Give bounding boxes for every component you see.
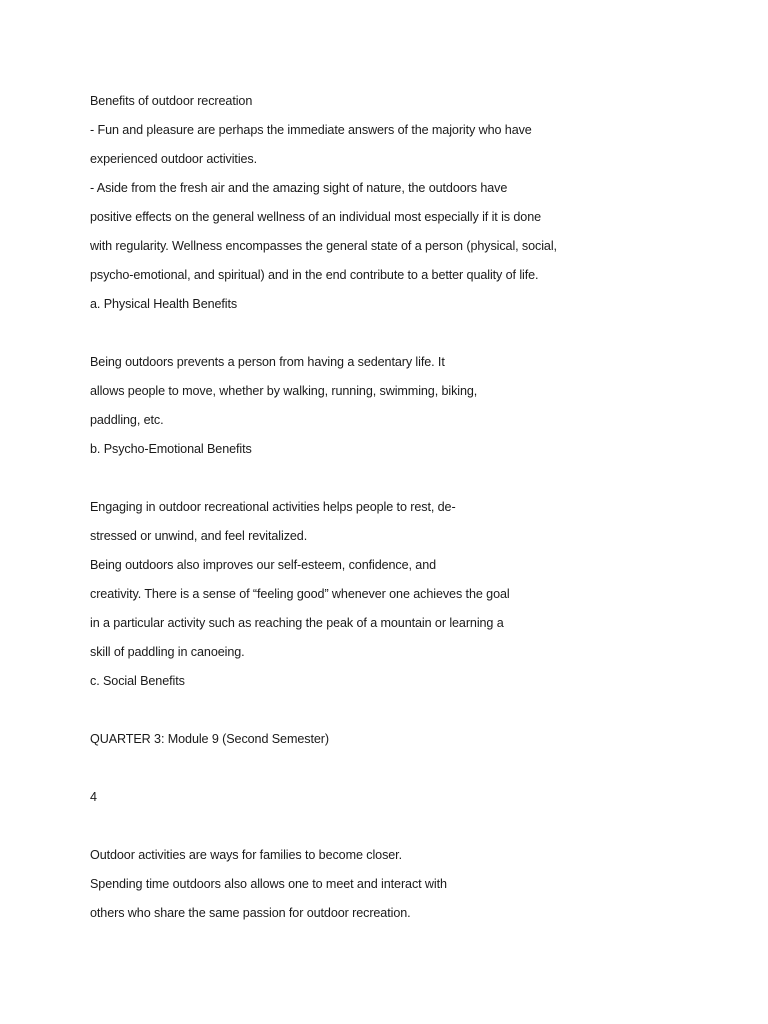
body-line: experienced outdoor activities. <box>90 152 258 166</box>
section-title: Benefits of outdoor recreation <box>90 94 253 108</box>
body-line: allows people to move, whether by walking, running, swimming, biking, <box>90 384 478 398</box>
blank-line <box>90 464 730 493</box>
body-line: paddling, etc. <box>90 413 164 427</box>
blank-line <box>90 754 730 783</box>
blank-line <box>90 319 730 348</box>
body-line: stressed or unwind, and feel revitalized. <box>90 529 308 543</box>
body-line: in a particular activity such as reaching the peak of a mountain or learning a <box>90 616 504 630</box>
body-line: skill of paddling in canoeing. <box>90 645 245 659</box>
page-number: 4 <box>90 790 97 804</box>
body-line: Being outdoors prevents a person from having a sedentary life. It <box>90 355 445 369</box>
body-line: psycho-emotional, and spiritual) and in the end contribute to a better quality of life. <box>90 268 539 282</box>
body-line: others who share the same passion for outdoor recreation. <box>90 906 411 920</box>
blank-line <box>90 696 730 725</box>
body-line: Outdoor activities are ways for families to become closer. <box>90 848 402 862</box>
body-line: creativity. There is a sense of “feeling good” whenever one achieves the goal <box>90 587 510 601</box>
subheading-physical: a. Physical Health Benefits <box>90 297 238 311</box>
subheading-psycho-emotional: b. Psycho-Emotional Benefits <box>90 442 252 456</box>
subheading-social: c. Social Benefits <box>90 674 185 688</box>
running-header: QUARTER 3: Module 9 (Second Semester) <box>90 732 329 746</box>
blank-line <box>90 812 730 841</box>
body-line: Being outdoors also improves our self-esteem, confidence, and <box>90 558 437 572</box>
body-line: Spending time outdoors also allows one to meet and interact with <box>90 877 447 891</box>
body-line: with regularity. Wellness encompasses the general state of a person (physical, social, <box>90 239 557 253</box>
document-body <box>90 87 730 928</box>
body-line: - Fun and pleasure are perhaps the immediate answers of the majority who have <box>90 123 532 137</box>
body-line: - Aside from the fresh air and the amazing sight of nature, the outdoors have <box>90 181 508 195</box>
body-line: Engaging in outdoor recreational activities helps people to rest, de- <box>90 500 456 514</box>
body-line: positive effects on the general wellness of an individual most especially if it is done <box>90 210 541 224</box>
